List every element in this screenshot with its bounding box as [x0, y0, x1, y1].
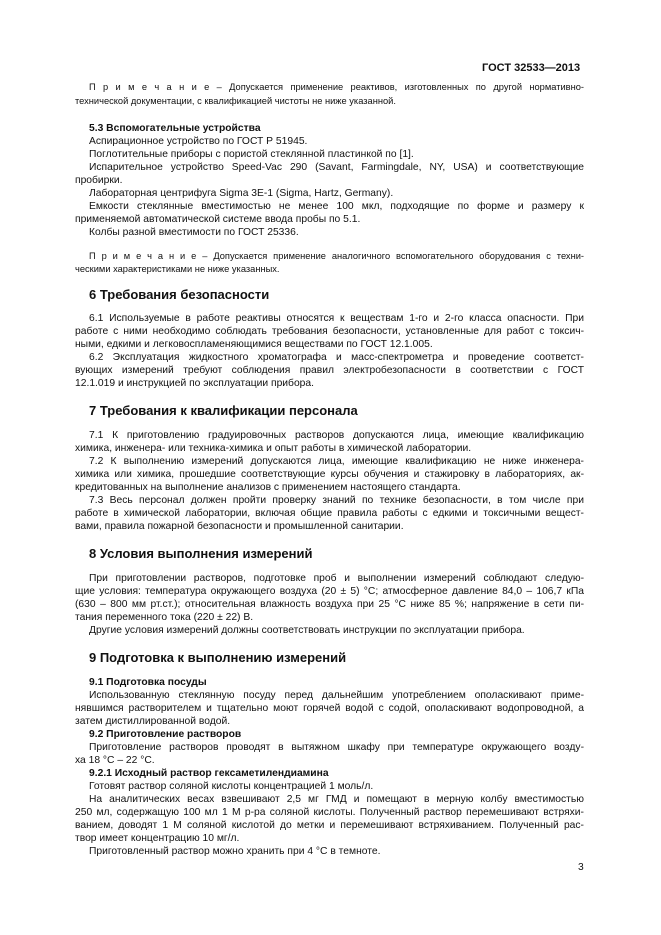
paragraph-text: 6.1 Используемые в работе реактивы относятся к веществам 1-го и 2-го класса опасности. При [89, 313, 584, 324]
paragraph-text: Приготовление растворов проводят в вытяжном шкафу при температуре окружающего возду- [89, 742, 584, 753]
paragraph-text: 7.2 К выполнению измерений допускаются лица, имеющие квалификацию не ниже инженера- [89, 456, 584, 467]
paragraph-text: 7.1 К приготовлению градуировочных растворов допускаются лица, имеющие квалификацию [89, 430, 584, 441]
paragraph-text: вами, правила пожарной безопасности и промышленной санитарии. [75, 521, 404, 532]
paragraph-text: пробирки. [75, 175, 123, 186]
paragraph-text: работе в химической лаборатории, включая общие правила работы с едкими и токсичными вещест- [75, 508, 584, 519]
section-heading: 7 Требования к квалификации персонала [89, 403, 358, 418]
paragraph-text: 6.2 Эксплуатация жидкостного хроматографа и масс-спектрометра и проведение соответст- [89, 352, 584, 363]
paragraph-text: Готовят раствор соляной кислоты концентрацией 1 моль/л. [89, 781, 374, 792]
note-text: П р и м е ч а н и е – Допускается применение аналогичного вспомогательного оборудования с техни- [89, 251, 584, 261]
note-text: П р и м е ч а н и е – Допускается применение реактивов, изготовленных по другой нормативно- [89, 82, 584, 92]
paragraph-text: работе с ними необходимо соблюдать требования безопасности, установленные для работ с токсич- [75, 326, 584, 337]
paragraph-text: кредитованных на выполнение анализов с применением настоящего стандарта. [75, 482, 461, 493]
note-text: ческими характеристиками не ниже указанных. [75, 264, 280, 274]
subsection-heading: 9.2.1 Исходный раствор гексаметилендиамина [89, 768, 329, 779]
paragraph-text: Испарительное устройство Speed-Vac 290 (Savant, Farmingdale, NY, USA) и соответствующие [89, 162, 584, 173]
paragraph-text: ха 18 °С – 22 °С. [75, 755, 155, 766]
page-number: 3 [578, 862, 584, 873]
paragraph-text: 7.3 Весь персонал должен пройти проверку знаний по технике безопасности, в том числе при [89, 495, 584, 506]
paragraph-text: (630 – 800 мм рт.ст.); относительная влажность воздуха при 25 °С ниже 85 %; напряжение в сети пи- [75, 599, 584, 610]
section-heading: 8 Условия выполнения измерений [89, 546, 313, 561]
subsection-heading: 9.1 Подготовка посуды [89, 677, 207, 688]
paragraph-text: нявшимся растворителем и тщательно моют горячей водой с содой, ополаскивают водопроводной, а [75, 703, 584, 714]
note-text: технической документации, с квалификацией чистоты не ниже указанной. [75, 96, 396, 106]
paragraph-text: химика, инженера- или техника-химика и опыт работы в химической лаборатории. [75, 443, 472, 454]
paragraph-text: ванием, доводят 1 М соляной кислотой до метки и перемешивают встряхиванием. Полученный рас- [75, 820, 584, 831]
paragraph-text: затем дистиллированной водой. [75, 716, 231, 727]
paragraph-text: 250 мл, содержащую 100 мл 1 М р-ра соляной кислоты. Полученный раствор перемешивают встряхи- [75, 807, 584, 818]
paragraph-text: 12.1.019 и инструкцией по эксплуатации прибора. [75, 378, 314, 389]
paragraph-text: Емкости стеклянные вместимостью не менее 100 мкл, подходящие по форме и размеру к [89, 201, 584, 212]
subsection-heading: 9.2 Приготовление растворов [89, 729, 242, 740]
paragraph-text: При приготовлении растворов, подготовке проб и выполнении измерений соблюдают следую- [89, 573, 584, 584]
paragraph-text: Приготовленный раствор можно хранить при 4 °С в темноте. [89, 846, 381, 857]
paragraph-text: твор имеет концентрацию 10 мг/л. [75, 833, 240, 844]
section-heading: 9 Подготовка к выполнению измерений [89, 650, 347, 665]
paragraph-text: Использованную стеклянную посуду перед дальнейшим употреблением ополаскивают приме- [89, 690, 584, 701]
paragraph-text: химика или химика, прошедшие соответствующие курсы обучения и стажировку в лабораториях, ак- [75, 469, 584, 480]
paragraph-text: тания переменного тока (220 ± 22) В. [75, 612, 254, 623]
paragraph-text: применяемой автоматической системе ввода пробы по 5.1. [75, 214, 361, 225]
section-heading: 6 Требования безопасности [89, 287, 270, 302]
paragraph-text: Другие условия измерений должны соответствовать инструкции по эксплуатации прибора. [89, 625, 525, 636]
paragraph-text: Поглотительные приборы с пористой стеклянной пластинкой по [1]. [89, 149, 414, 160]
subsection-heading: 5.3 Вспомогательные устройства [89, 123, 261, 134]
standard-number: ГОСТ 32533—2013 [482, 62, 581, 74]
paragraph-text: На аналитических весах взвешивают 2,5 мг ГМД и помещают в мерную колбу вместимостью [89, 794, 584, 805]
paragraph-text: вующих измерений требуют соблюдения правил электробезопасности в соответствии с ГОСТ [75, 365, 584, 376]
paragraph-text: Колбы разной вместимости по ГОСТ 25336. [89, 227, 299, 238]
paragraph-text: Лабораторная центрифуга Sigma 3E-1 (Sigma, Hartz, Germany). [89, 188, 394, 199]
paragraph-text: ными, едкими и легковоспламеняющимися веществами по ГОСТ 12.1.005. [75, 339, 433, 350]
paragraph-text: щие условия: температура окружающего воздуха (20 ± 5) °С; атмосферное давление 84,0 – 106,7 кПа [75, 586, 584, 597]
paragraph-text: Аспирационное устройство по ГОСТ Р 51945. [89, 136, 308, 147]
